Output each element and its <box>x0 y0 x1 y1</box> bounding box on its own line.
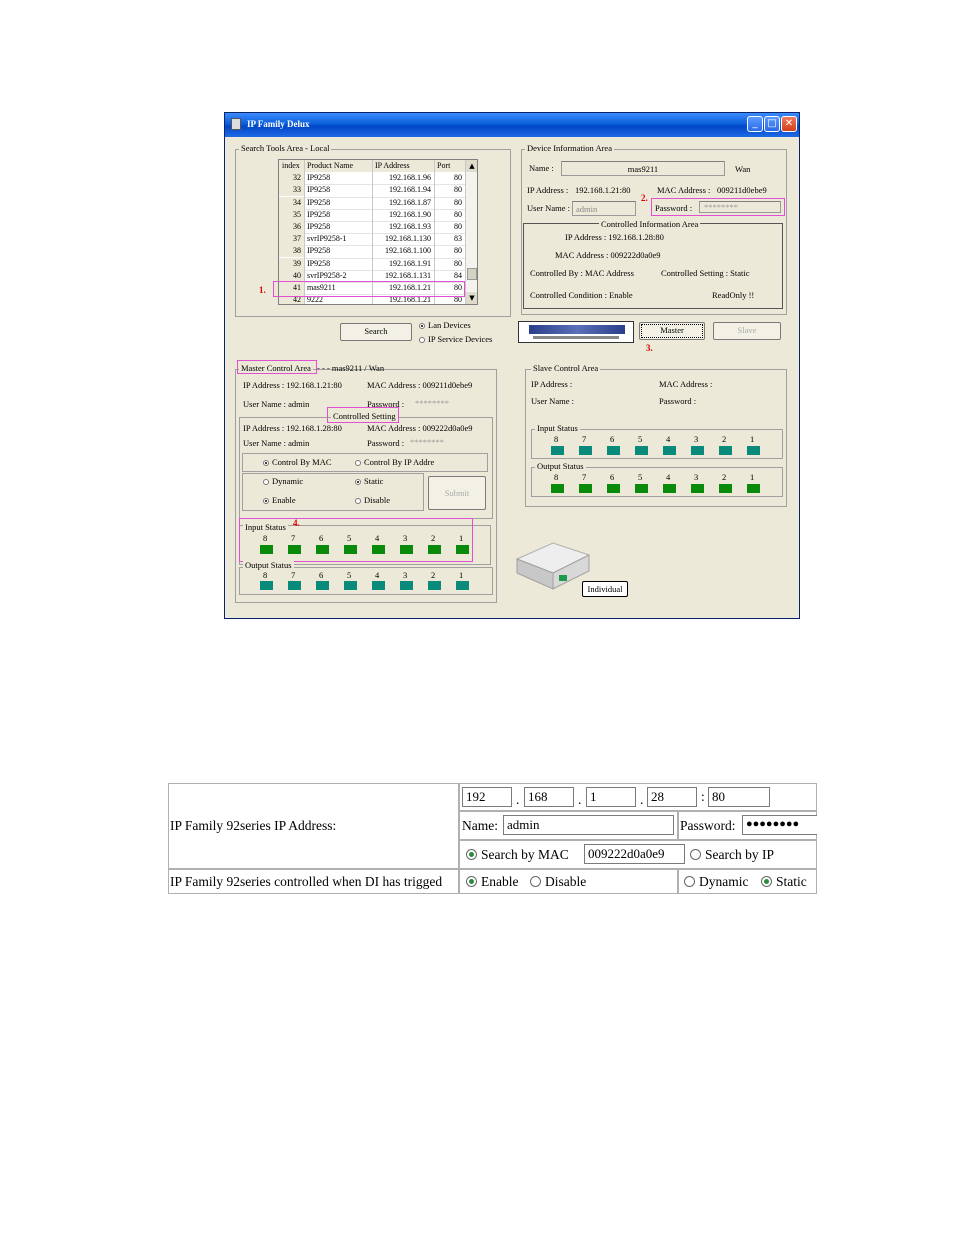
user-field[interactable]: admin <box>572 201 636 216</box>
master-mac: MAC Address : 009211d0ebe9 <box>367 380 473 390</box>
cell-port: 84 <box>454 270 462 280</box>
readonly-label: ReadOnly !! <box>712 290 755 300</box>
radio-icon <box>761 876 772 887</box>
slave-output-led <box>635 484 648 493</box>
slave-output-status-title: Output Status <box>537 461 584 471</box>
master-output-port-label: 6 <box>319 570 324 580</box>
master-output-port-label: 1 <box>459 570 464 580</box>
title-bar <box>225 113 799 137</box>
cell-port: 80 <box>454 173 462 183</box>
master-input-status-title: Input Status <box>245 522 286 532</box>
marker-2: 2. <box>641 193 648 203</box>
slave-input-port-label: 8 <box>554 434 559 444</box>
web-password-label: Password: <box>680 818 736 833</box>
cell-port: 80 <box>454 197 462 207</box>
cell-port: 80 <box>454 222 462 231</box>
master-input-port-label: 6 <box>319 533 324 543</box>
controlled-info-title: Controlled Information Area <box>601 219 699 229</box>
master-input-led <box>372 545 385 554</box>
cell-name: IP9258 <box>307 246 331 256</box>
dynamic-radio[interactable]: Dynamic <box>263 476 303 486</box>
table-scrollbar[interactable] <box>466 160 478 304</box>
master-output-led <box>344 581 357 590</box>
ip-octet-2-input[interactable]: 168 <box>524 787 574 807</box>
radio-icon <box>263 460 269 466</box>
slave-output-port-label: 8 <box>554 472 559 482</box>
cell-idx: 39 <box>279 258 304 270</box>
slave-output-led <box>607 484 620 493</box>
slave-output-port-label: 4 <box>666 472 671 482</box>
slave-input-port-label: 1 <box>750 434 755 444</box>
user-label: User Name : <box>527 203 570 213</box>
search-tools-title: Search Tools Area - Local <box>241 143 330 153</box>
slave-ip-label: IP Address : <box>531 379 573 389</box>
control-by-ip-radio[interactable]: Control By IP Addre <box>355 457 434 467</box>
controlled-ip: IP Address : 192.168.1.28:80 <box>565 232 664 242</box>
web-disable-radio[interactable]: Disable <box>530 874 586 890</box>
master-output-led <box>260 581 273 590</box>
cell-name: svrIP9258-2 <box>307 270 347 280</box>
web-password-input[interactable]: ●●●●●●●● <box>742 815 817 835</box>
controlled-by: Controlled By : MAC Address <box>530 268 634 278</box>
cell-port: 80 <box>454 258 462 268</box>
ip-service-devices-radio[interactable]: IP Service Devices <box>419 334 492 344</box>
master-output-led <box>316 581 329 590</box>
ip-dot: . <box>640 792 644 807</box>
slave-password-label: Password : <box>659 396 697 406</box>
search-button[interactable]: Search <box>340 323 412 341</box>
col-product-name[interactable]: Product Name <box>307 161 353 170</box>
radio-icon <box>690 849 701 860</box>
slave-output-port-label: 7 <box>582 472 587 482</box>
master-output-status-group <box>239 567 493 595</box>
radio-icon <box>355 498 361 504</box>
controlled-setting-mac: MAC Address : 009222d0a0e9 <box>367 423 473 433</box>
minimize-button[interactable]: _ <box>747 116 763 132</box>
mac-input[interactable]: 009222d0a0e9 <box>584 844 685 864</box>
radio-icon <box>419 337 425 343</box>
slave-control-title: Slave Control Area <box>533 363 599 373</box>
cell-ip: 192.168.1.91 <box>389 258 431 268</box>
slave-output-led <box>719 484 732 493</box>
master-output-led <box>456 581 469 590</box>
search-by-mac-radio[interactable]: Search by MAC <box>466 847 569 863</box>
slave-output-led <box>747 484 760 493</box>
master-output-port-label: 3 <box>403 570 408 580</box>
slave-output-port-label: 6 <box>610 472 615 482</box>
cell-idx: 35 <box>279 209 304 221</box>
lan-devices-radio[interactable]: Lan Devices <box>419 320 471 330</box>
device-info-title: Device Information Area <box>527 143 612 153</box>
port-input[interactable]: 80 <box>708 787 770 807</box>
ip-octet-1-input[interactable]: 192 <box>462 787 512 807</box>
slave-output-port-label: 5 <box>638 472 643 482</box>
mac-value: 009211d0ebe9 <box>717 185 767 195</box>
control-by-mac-radio[interactable]: Control By MAC <box>263 457 332 467</box>
slave-input-status-title: Input Status <box>537 423 578 433</box>
slave-button[interactable]: Slave <box>713 322 781 340</box>
master-input-led <box>260 545 273 554</box>
master-input-led <box>344 545 357 554</box>
search-by-ip-radio[interactable]: Search by IP <box>690 847 774 863</box>
cell-ip: 192.168.1.94 <box>389 185 431 195</box>
master-output-port-label: 5 <box>347 570 352 580</box>
slave-input-port-label: 5 <box>638 434 643 444</box>
master-input-port-label: 7 <box>291 533 296 543</box>
port-colon: : <box>701 789 705 804</box>
radio-icon <box>263 498 269 504</box>
controlled-setting-title: Controlled Setting <box>333 411 396 421</box>
submit-button[interactable]: Submit <box>428 476 486 510</box>
ip-octet-3-input[interactable]: 1 <box>586 787 636 807</box>
cell-idx: 32 <box>279 172 304 184</box>
col-port[interactable]: Port <box>437 161 451 170</box>
highlight-row-41 <box>273 281 465 297</box>
scroll-up-icon[interactable]: ▲ <box>466 160 478 172</box>
master-output-led <box>428 581 441 590</box>
master-output-led <box>400 581 413 590</box>
master-password-label: Password : <box>367 399 405 409</box>
slave-input-status-group <box>531 429 783 459</box>
cell-ip: 192.168.1.87 <box>389 197 431 207</box>
slave-output-port-label: 3 <box>694 472 699 482</box>
ip-octet-4-input[interactable]: 28 <box>647 787 697 807</box>
radio-icon <box>355 479 361 485</box>
cell-ip: 192.168.1.131 <box>385 270 431 280</box>
cell-ip: 192.168.1.21 <box>389 295 431 305</box>
col-ip-address[interactable]: IP Address <box>375 161 410 170</box>
slave-input-port-label: 3 <box>694 434 699 444</box>
slave-input-port-label: 4 <box>666 434 671 444</box>
web-enable-radio[interactable]: Enable <box>466 874 518 890</box>
master-control-title: Master Control Area <box>241 363 311 373</box>
controlled-mac: MAC Address : 009222d0a0e9 <box>555 250 661 260</box>
cell-port: 80 <box>454 246 462 256</box>
master-ip: IP Address : 192.168.1.21:80 <box>243 380 342 390</box>
device-illustration <box>513 537 593 593</box>
master-output-port-label: 2 <box>431 570 436 580</box>
slave-input-led <box>635 446 648 455</box>
web-static-radio[interactable]: Static <box>761 874 807 890</box>
cell-port: 80 <box>454 209 462 219</box>
cell-ip: 192.168.1.93 <box>389 222 431 231</box>
slave-output-led <box>579 484 592 493</box>
cell-name: IP9258 <box>307 173 331 183</box>
cell-ip: 192.168.1.130 <box>385 234 431 244</box>
slave-output-port-label: 1 <box>750 472 755 482</box>
disable-radio[interactable]: Disable <box>355 495 390 505</box>
password-field[interactable]: ******** <box>699 201 781 213</box>
marker-4: 4. <box>293 518 300 528</box>
web-name-input[interactable]: admin <box>503 815 674 835</box>
slave-input-led <box>691 446 704 455</box>
cell-name: IP9258 <box>307 222 331 231</box>
slave-output-led <box>551 484 564 493</box>
cell-idx: 33 <box>279 184 304 196</box>
app-window <box>224 112 800 619</box>
cell-port: 80 <box>454 185 462 195</box>
cnt-logo <box>518 321 634 343</box>
controlled-setting-user: User Name : admin <box>243 438 310 448</box>
master-output-port-label: 4 <box>375 570 380 580</box>
cell-idx: 38 <box>279 245 304 257</box>
controlled-setting-password-label: Password : <box>367 438 405 448</box>
scroll-down-icon[interactable]: ▼ <box>466 292 478 304</box>
master-input-led <box>456 545 469 554</box>
cell-name: svrIP9258-1 <box>307 234 347 244</box>
cell-name: IP9258 <box>307 258 331 268</box>
maximize-button[interactable]: □ <box>764 116 780 132</box>
individual-button[interactable]: Individual <box>582 581 628 597</box>
master-button[interactable]: Master <box>639 322 705 340</box>
mac-label: MAC Address : <box>657 185 711 195</box>
master-input-led <box>400 545 413 554</box>
master-input-port-label: 4 <box>375 533 380 543</box>
scroll-thumb[interactable] <box>467 268 477 280</box>
ip-value: 192.168.1.21:80 <box>575 185 631 195</box>
master-output-led <box>372 581 385 590</box>
cell-name: 9222 <box>307 295 323 305</box>
name-label: Name : <box>529 163 554 173</box>
cell-name: mas9211 <box>307 283 336 292</box>
cell-idx: 42 <box>279 294 304 305</box>
controlled-setting-password-value: ******** <box>410 437 444 447</box>
slave-mac-label: MAC Address : <box>659 379 713 389</box>
web-name-label: Name: <box>462 818 498 833</box>
window-title: IP Family Delux <box>247 119 310 129</box>
radio-icon <box>355 460 361 466</box>
slave-input-led <box>551 446 564 455</box>
master-output-port-label: 7 <box>291 570 296 580</box>
radio-icon <box>530 876 541 887</box>
col-index[interactable]: index <box>282 161 300 170</box>
radio-icon <box>263 479 269 485</box>
marker-1: 1. <box>259 285 266 295</box>
slave-user-label: User Name : <box>531 396 574 406</box>
cell-name: IP9258 <box>307 209 331 219</box>
cell-ip: 192.168.1.96 <box>389 173 431 183</box>
controlled-setting: Controlled Setting : Static <box>661 268 750 278</box>
master-input-led <box>288 545 301 554</box>
master-control-subtitle: - - - mas9211 / Wan <box>317 363 385 373</box>
slave-input-led <box>747 446 760 455</box>
cell-name: IP9258 <box>307 185 331 195</box>
master-input-led <box>428 545 441 554</box>
cell-port: 83 <box>454 234 462 244</box>
master-input-port-label: 8 <box>263 533 268 543</box>
ip-dot: . <box>578 792 582 807</box>
password-label: Password : <box>655 203 693 213</box>
radio-icon <box>419 323 425 329</box>
static-radio[interactable]: Static <box>355 476 383 486</box>
app-icon <box>231 118 241 130</box>
ip-family-ip-label: IP Family 92series IP Address: <box>170 818 337 833</box>
cell-idx: 37 <box>279 233 304 245</box>
cell-idx: 40 <box>279 270 304 282</box>
cell-idx: 36 <box>279 221 304 233</box>
cell-name: IP9258 <box>307 197 331 207</box>
close-button[interactable]: ✕ <box>781 116 797 132</box>
master-password-value: ******** <box>415 398 449 408</box>
master-user: User Name : admin <box>243 399 310 409</box>
master-input-port-label: 2 <box>431 533 436 543</box>
cell-idx: 34 <box>279 197 304 209</box>
slave-input-led <box>663 446 676 455</box>
slave-output-led <box>691 484 704 493</box>
slave-input-led <box>719 446 732 455</box>
slave-output-status-group <box>531 467 783 497</box>
marker-3: 3. <box>646 343 653 353</box>
cell-ip: 192.168.1.90 <box>389 209 431 219</box>
slave-input-led <box>607 446 620 455</box>
master-input-port-label: 1 <box>459 533 464 543</box>
slave-output-port-label: 2 <box>722 472 727 482</box>
slave-input-port-label: 6 <box>610 434 615 444</box>
di-trigger-label: IP Family 92series controlled when DI has trigged <box>170 874 443 889</box>
cell-idx: 41 <box>279 282 304 294</box>
controlled-setting-ip: IP Address : 192.168.1.28:80 <box>243 423 342 433</box>
slave-input-led <box>579 446 592 455</box>
controlled-condition: Controlled Condition : Enable <box>530 290 633 300</box>
slave-input-port-label: 2 <box>722 434 727 444</box>
master-input-port-label: 3 <box>403 533 408 543</box>
radio-icon <box>684 876 695 887</box>
cell-port: 80 <box>454 283 462 292</box>
master-output-port-label: 8 <box>263 570 268 580</box>
ip-label: IP Address : <box>527 185 569 195</box>
radio-icon <box>466 876 477 887</box>
master-input-port-label: 5 <box>347 533 352 543</box>
cell-ip: 192.168.1.21 <box>389 283 431 292</box>
wan-label: Wan <box>735 164 751 174</box>
master-output-led <box>288 581 301 590</box>
web-dynamic-radio[interactable]: Dynamic <box>684 874 749 890</box>
master-output-status-title: Output Status <box>245 560 292 570</box>
cell-ip: 192.168.1.100 <box>385 246 431 256</box>
enable-radio[interactable]: Enable <box>263 495 296 505</box>
ip-dot: . <box>516 792 520 807</box>
radio-icon <box>466 849 477 860</box>
slave-output-led <box>663 484 676 493</box>
slave-input-port-label: 7 <box>582 434 587 444</box>
name-field[interactable]: mas9211 <box>561 161 725 176</box>
master-input-led <box>316 545 329 554</box>
cell-port: 80 <box>454 295 462 305</box>
